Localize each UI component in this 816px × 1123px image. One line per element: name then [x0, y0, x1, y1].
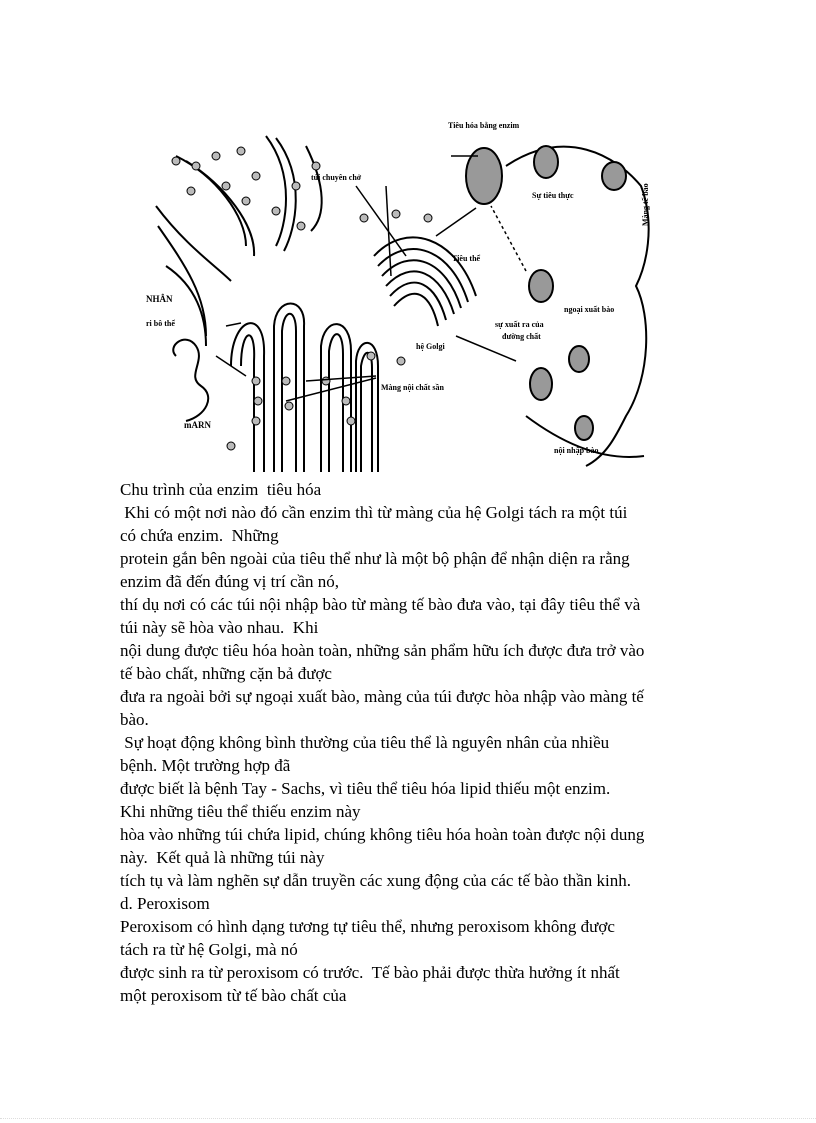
label-cell-membrane: Màng tế bào [641, 183, 650, 226]
text-line: tích tụ và làm nghẽn sự dẫn truyền các xung động của các tế bào thần kinh. [120, 871, 632, 890]
text-line: bệnh. Một trường hợp đã [120, 756, 291, 775]
section-heading: d. Peroxisom [120, 894, 210, 913]
label-phagocytosis: Sự tiêu thực [532, 191, 574, 200]
text-line: protein gắn bên ngoài của tiêu thể như là một bộ phận để nhận diện ra rằng [120, 549, 630, 568]
lysosome-cycle-diagram [146, 116, 660, 472]
body-text [120, 478, 720, 1007]
label-digestion: Tiêu hóa bằng enzim [448, 121, 520, 130]
text-line: đưa ra ngoài bởi sự ngoại xuất bào, màng của túi được hòa nhập vào màng tế [120, 687, 644, 706]
text-line: hòa vào những túi chứa lipid, chúng không tiêu hóa hoàn toàn được nội dung [120, 825, 645, 844]
label-endocytosis: nội nhập bào [554, 446, 599, 455]
label-waste: đường chất [502, 332, 541, 341]
text-line: túi này sẽ hòa vào nhau. Khi [120, 618, 319, 637]
diagram-svg [146, 116, 660, 472]
label-transport-vesicle: túi chuyên chở [311, 173, 362, 182]
text-line: thí dụ nơi có các túi nội nhập bào từ màng tế bào đưa vào, tại đây tiêu thể và [120, 595, 641, 614]
text-line: bào. [120, 710, 149, 729]
text-line: Sự hoạt động không bình thường của tiêu thể là nguyên nhân của nhiều [120, 733, 610, 752]
text-line: có chứa enzim. Những [120, 526, 279, 545]
label-lysosome: Tiêu thể [452, 254, 481, 263]
caption: Chu trình của enzim tiêu hóa [120, 480, 322, 499]
label-golgi: hệ Golgi [416, 342, 445, 351]
label-er: Màng nội chất sần [381, 383, 444, 392]
text-line: Khi có một nơi nào đó cần enzim thì từ màng của hệ Golgi tách ra một túi [120, 503, 628, 522]
text-line: được sinh ra từ peroxisom có trước. Tế bào phải được thừa hưởng ít nhất [120, 963, 620, 982]
text-line: được biết là bệnh Tay - Sachs, vì tiêu thể tiêu hóa lipid thiếu một enzim. [120, 779, 611, 798]
text-line: một peroxisom từ tế bào chất của [120, 986, 347, 1005]
text-line: nội dung được tiêu hóa hoàn toàn, những sản phẩm hữu ích được đưa trở vào [120, 641, 645, 660]
text-line: tế bào chất, những cặn bả được [120, 664, 332, 683]
label-ribosome: ri bô thể [146, 319, 175, 328]
label-nucleus: NHÂN [146, 294, 173, 304]
page-bottom-rule [0, 1118, 816, 1119]
label-exocytosis: ngoại xuất bào [564, 305, 615, 314]
label-secretion: sự xuất ra của [495, 320, 544, 329]
text-line: Khi những tiêu thể thiếu enzim này [120, 802, 361, 821]
text-line: tách ra từ hệ Golgi, mà nó [120, 940, 298, 959]
label-mrna: mARN [184, 420, 211, 430]
text-line: này. Kết quả là những túi này [120, 848, 325, 867]
text-line: Peroxisom có hình dạng tương tự tiêu thể, nhưng peroxisom không được [120, 917, 615, 936]
text-line: enzim đã đến đúng vị trí cần nó, [120, 572, 340, 591]
